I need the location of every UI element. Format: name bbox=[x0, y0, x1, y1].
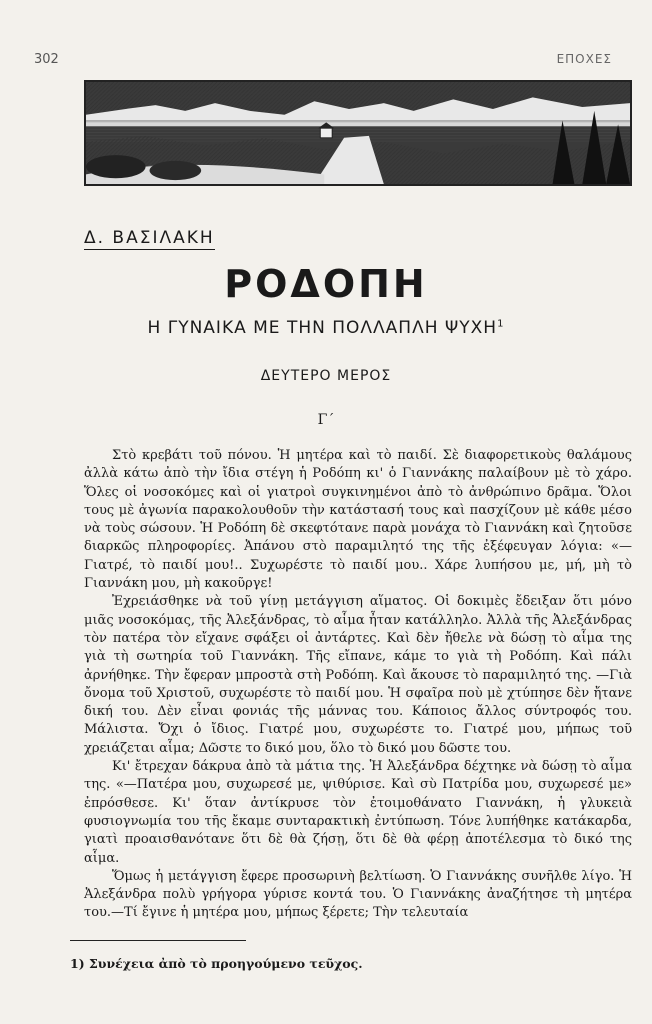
paragraph: Ἐχρειάσθηκε νὰ τοῦ γίνῃ μετάγγιση αἵματος. Οἱ δοκιμὲς ἔδειξαν ὅτι μόνο μιᾶς νοσοκόμας, τῆς Ἀλεξάνδρας, τὸ αἷμα ἦταν κατάλληλο. Ἀλλὰ τῆς Ἀλεξάνδρας τὸν πατέρα τὸν εἴχανε σφάξει οἱ ἀντάρτες. Καὶ δὲν ἤθελε νὰ δώσῃ τὸ αἷμα της γιὰ τὴ σωτηρία τοῦ Γιαννάκη. Τῆς εἴπανε, κάμε το γιὰ τὴ Ροδόπη. Καὶ πάλι ἀρνήθηκε. Τὴν ἔφεραν μπροστὰ στὴ Ροδόπη. Καὶ ἄκουσε τὸ παραμιλητό της. —Γιὰ ὄνομα τοῦ Χριστοῦ, συχωρέστε τὸ παιδί μου. Ἡ σφαῖρα ποὺ μὲ χτύπησε δὲν ἤτανε δική του. Δὲν εἶναι φονιάς τῆς μάννας του. Κάποιος ἄλλος σύντροφός του. Μάλιστα. Ὄχι ὁ ἴδιος. Γιατρέ μου, συχωρέστε το. Γιατρέ μου, μήπως τοῦ χρειάζεται αἷμα; Δῶστε το δικό μου, ὅλο τὸ δικό μου δῶστε του. bbox=[84, 594, 632, 756]
paragraph: Κι' ἔτρεχαν δάκρυα ἀπὸ τὰ μάτια της. Ἡ Ἀλεξάνδρα δέχτηκε νὰ δώσῃ τὸ αἷμα της. «—Πατέρα μου, συχωρεσέ με, ψιθύρισε. Καὶ σὺ Πατρίδα μου, συχωρεσέ με» ἐπρόσθεσε. Κι' ὅταν ἀντίκρυσε τὸν ἐτοιμοθάνατο Γιαννάκη, ἡ γλυκειὰ φυσιογνωμία του τῆς ἔκαμε συνταρακτικὴ ἐντύπωση. Τόνε λυπήθηκε κατάκαρδα, γιατὶ προαισθανότανε ὅτι δὲ θὰ ζήσῃ, ὅτι δὲ θὰ φέρῃ ἀποτέλεσμα τὸ δικό της αἷμα. bbox=[84, 759, 632, 866]
paragraph: Στὸ κρεβάτι τοῦ πόνου. Ἡ μητέρα καὶ τὸ παιδί. Σὲ διαφορετικοὺς θαλάμους ἀλλὰ κάτω ἀπὸ τὴν ἴδια στέγη ἡ Ροδόπη κι' ὁ Γιαννάκης παλαίβουν μὲ τὸ χάρο. Ὅλες οἱ νοσοκόμες καὶ οἱ γιατροὶ συγκινημένοι ἀπὸ τὸ ἀνθρώπινο δρᾶμα. Ὅλοι τους μὲ ἀγωνία παρακολουθοῦν τὴν κατάστασή τους καὶ πασχίζουν μὲ κάθε μέσο νὰ τοὺς σώσουν. Ἡ Ροδόπη δὲ σκεφτότανε παρὰ μονάχα τὸ Γιαννάκη καὶ ζητοῦσε διαρκῶς πληροφορίες. Ἀπάνου στὸ παραμιλητό της τῆς ἐξέφευγαν λόγια: «—Γιατρέ, τὸ παιδί μου!.. Συχωρέστε τὸ παιδί μου.. Χάρε λυπήσου με, μή, μὴ τὸ Γιαννάκη μου, μὴ κακοῦργε! bbox=[84, 448, 632, 592]
landscape-engraving-icon bbox=[84, 80, 632, 186]
article-body bbox=[84, 447, 632, 923]
footnote: 1) Συνέχεια ἀπὸ τὸ προηγούμενο τεῦχος. bbox=[70, 956, 363, 971]
article-subtitle bbox=[0, 318, 652, 338]
running-head: ΕΠΟΧΕΣ bbox=[556, 52, 612, 66]
paragraph: Ὅμως ἡ μετάγγιση ἔφερε προσωρινὴ βελτίωση. Ὁ Γιαννάκης συνῆλθε λίγο. Ἡ Ἀλεξάνδρα πολὺ γρήγορα γύρισε κοντά του. Ὁ Γιαννάκης ἀναζήτησε τὴ μητέρα του.—Τί ἔγινε ἡ μητέρα μου, μήπως ξέρετε; Τὴν τελευταία bbox=[84, 868, 632, 921]
engraving-drawing bbox=[86, 82, 630, 184]
part-heading: ΔΕΥΤΕΡΟ ΜΕΡΟΣ bbox=[260, 368, 392, 384]
article-title: ΡΟΔΟΠΗ bbox=[224, 262, 428, 306]
subtitle-text: Η ΓΥΝΑΙΚΑ ΜΕ ΤΗΝ ΠΟΛΛΑΠΛΗ ΨΥΧΗ bbox=[147, 318, 498, 338]
footnote-divider bbox=[70, 940, 246, 941]
chapter-number: Γ΄ bbox=[317, 412, 335, 428]
footnote-marker: 1 bbox=[497, 318, 505, 330]
author-name: Δ. ΒΑΣΙΛΑΚΗ bbox=[84, 228, 215, 248]
page-number: 302 bbox=[34, 52, 59, 67]
